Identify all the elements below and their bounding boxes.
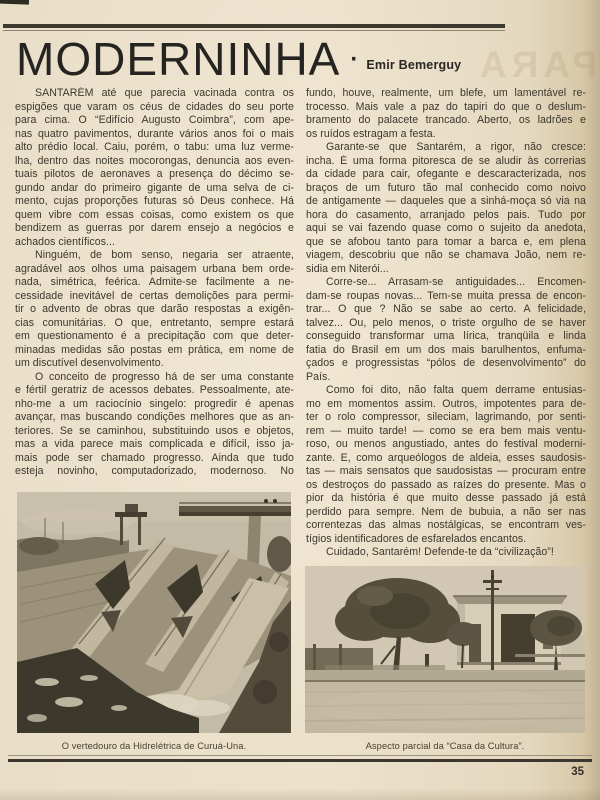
text-line: nas quatro pavimentos, durante vários anos foi o mais [15,127,294,140]
text-line: achados científicos... [15,235,116,248]
figure-dam [17,492,291,733]
article-column-left [15,87,294,479]
text-line: Cuidado, Santarém! Defende-te da “civilização”! [326,546,554,558]
text-line: roso, ou menos angustiado, antes do festival moderni- [306,438,586,450]
text-line: fatia do Brasil em um dos mais barulhentos, enfuma- [306,343,586,356]
text-line: minadas medidas são postas em prática, em nome de [15,343,294,356]
text-line: trocesso. Mais vale a paz do tapiri do que o deslum- [306,100,586,113]
text-line: braços de um futuro tão mal conhecido como noivo [306,181,586,194]
text-line: Garante-se que Santarém, a rigor, não cresce: [326,141,586,153]
text-line: os destroços do passado as raízes do presente. Mas o [306,478,586,491]
page-number: 35 [571,766,584,778]
article-title: MODERNINHA [16,33,341,85]
page-edge-shade [0,788,600,800]
text-line: quem vibre com essas coisas, como existem os que [15,208,294,221]
text-line: tir o advento de obras que darão respostas a exigên- [15,303,294,315]
author-name: Emir Bemerguy [366,58,462,72]
text-line: talvez... Ou, pelo menos, o triste orgulho de se haver [306,316,586,329]
bottom-rule [8,755,592,756]
masthead [16,33,462,85]
text-line: dam-se roupas novas... Tem-se muita pressa de encon- [306,289,586,302]
top-rule [3,24,505,28]
text-line: teriores. Se se caminhou, substituindo usos e objetos, [15,424,294,437]
text-line: de antigamente — daqueles que a sinhá-moça só via na [306,195,586,207]
text-line: cessidade inevitável de certas demolições para permi- [15,289,294,302]
text-line: Como foi dito, não falta quem derrame entusias- [326,384,586,396]
text-line: Ninguém, de bom senso, negaria ser atraente, [35,249,294,261]
text-line: que se afobou tanto para tomar a barca e, em plena [306,235,586,248]
text-line: os ruídos estragam a festa. [306,127,436,140]
scan-corner-mark [0,0,29,5]
text-line: sidia em Niterói... [306,262,389,275]
text-line: País. [306,370,331,383]
text-line: para cima. O “Edifício Augusto Coimbra”, com ape- [15,114,294,126]
text-line: perdido para sempre. Nem de bubuia, a não ser nas [306,505,586,518]
text-line: mais pode ser chamado progresso. Ainda que tudo [15,451,294,464]
title-separator-dot: · [350,46,359,73]
text-line: fundo, houve, realmente, um blefe, um lamentável re- [306,87,586,99]
article-column-right [306,87,586,560]
text-line: bendizem as guerras por darem ensejo a negócios e [15,222,294,234]
text-line: da cidade para cair, ofegante e descaracterizada, nos [306,168,586,180]
text-line: mo em momentos assim. Outros, impotentes para de- [306,397,586,410]
text-line: O conceito de progresso há de ser uma constante [35,370,294,383]
text-line: çados e progressistas “pólos de desenvolvimento” do [306,357,586,369]
text-line: e fértil geratriz de acessos debates. Pessoalmente, ate- [15,384,294,396]
text-line: bramento do palacete trancado. Aberto, os ladrões e [306,114,586,126]
text-line: avançar, mas buscando condições melhores que as an- [15,411,294,423]
text-line: esteja novinho, computadorizado, modernoso. No [15,465,294,477]
text-line: nada, simétrica, feérica. Admite-se facilmente a ne- [15,276,294,288]
text-line: tuais pilotos de aeronaves a presença do décimo se- [15,168,294,180]
text-line: gundo andar do primeiro gigante de uma selva de ci- [15,181,294,194]
text-line: SANTARÉM até que parecia vacinada contra os [35,87,294,99]
text-line: nho-me a um raciocínio singelo: progredir é apenas [15,397,294,410]
text-line: em questionamento é a precipitação com que deter- [15,330,294,342]
text-line: lha, dentro das noites mocorongas, denuncia aos even- [15,154,294,167]
text-line: mas a vida parece mais complicada e difícil, isso ja- [15,438,294,450]
text-line: ter o rolo compressor, sileciam, lagrimando, por senti- [306,411,586,423]
text-line: mento, cujas proporções futuras só Deus conhece. Há [15,195,294,207]
text-line: tígios identificadores de esfarelados encantos. [306,532,527,545]
text-line: alto prédio local. Caiu, porém, o tabu: uma luz verme- [15,141,294,153]
text-line: aqui se vai fazendo quase como o sujeito da anedota, [306,222,586,234]
figure-caption-left: O vertedouro da Hidrelétrica de Curuá-Una. [61,741,247,751]
text-line: tas — mais sensatos que saudosistas — procuram entre [306,465,586,477]
text-line: cias comunitárias. O que, entretanto, sempre estará [15,316,294,329]
text-line: correntezas das almas nostálgicas, se encontram ves- [306,519,586,531]
dam-spillway-photo [17,492,291,733]
text-line: agradável aos olhos uma paisagem urbana bem orde- [15,262,294,275]
showthrough-ghost-text: PARA [474,44,597,85]
figure-street [305,566,585,733]
text-line: rem — muito tarde! — como se era bem mais ventu- [306,424,586,437]
text-line: trar... O que ? Não se sabe ao certo. A felicidade, [306,303,586,315]
text-line: pior da história é que muito desse passado já está [306,492,586,504]
text-line: um discutível desenvolvimento. [15,357,164,369]
text-line: viagem, descobriu que não se chamava João, nem re- [306,249,586,261]
figure-caption-right: Aspecto parcial da “Casa da Cultura”. [365,741,525,751]
text-line: incha. É uma forma pitoresca de se aludir às correrias [306,154,586,167]
text-line: conseguido transformar uma lírica, tranqüila e linda [306,330,586,342]
text-line: Corre-se... Arrasam-se antiguidades... Encomen- [326,276,586,288]
text-line: espigões que varam os céus de cidades do seu porte [15,100,294,113]
text-line: hora do casamento, arranjado pelos pais. Tudo por [306,208,586,221]
text-line: zante. E, como arqueólogos de aldeia, esses saudosis- [306,451,586,464]
casa-da-cultura-photo [305,566,585,733]
